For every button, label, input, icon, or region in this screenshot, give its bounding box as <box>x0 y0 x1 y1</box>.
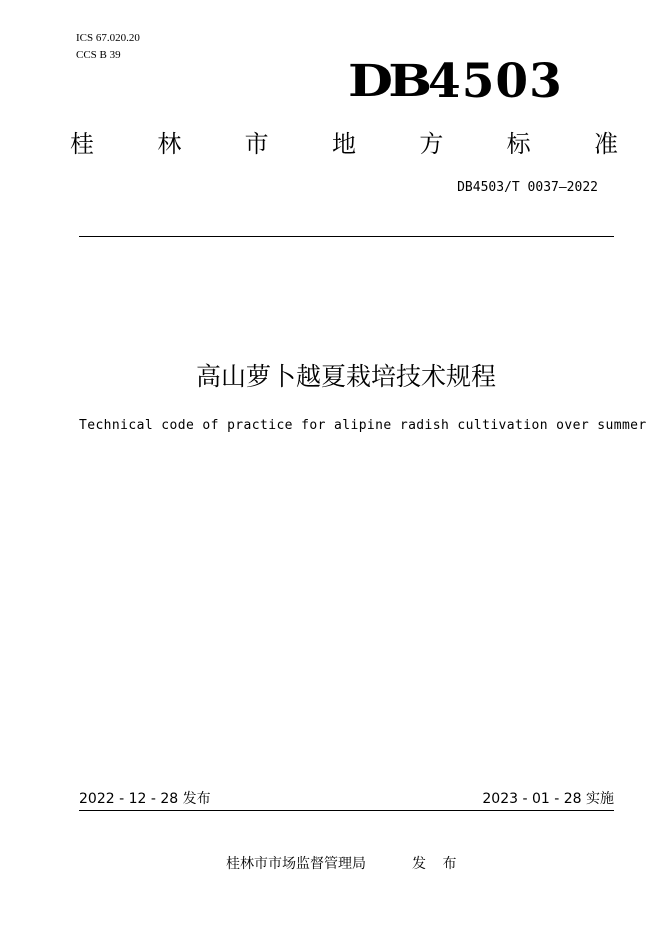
standard-type-char: 市 <box>244 130 269 158</box>
ccs-code: CCS B 39 <box>76 49 121 61</box>
standard-code: DB4503/T 0037—2022 <box>457 180 598 195</box>
issuing-authority: 桂林市市场监督管理局 <box>226 856 366 872</box>
db-logo-number: 4503 <box>428 54 563 109</box>
standard-type-char: 方 <box>419 130 444 158</box>
ics-code: ICS 67.020.20 <box>76 32 140 44</box>
bottom-divider <box>79 810 614 811</box>
issue-label: 发 布 <box>412 856 463 872</box>
implementation-date: 2023 - 01 - 28 实施 <box>482 791 614 807</box>
document-title-english: Technical code of practice for alipine radish cultivation over summer <box>79 418 647 433</box>
standard-type-char: 标 <box>506 130 531 158</box>
standard-type-char: 桂 <box>70 130 94 158</box>
standard-type-char: 地 <box>331 130 356 158</box>
publication-date: 2022 - 12 - 28 发布 <box>79 791 211 807</box>
standard-type-heading <box>70 126 618 162</box>
standard-type-char: 林 <box>157 130 182 158</box>
db-logo-prefix: DB <box>348 56 428 107</box>
standard-type-char: 准 <box>593 130 618 158</box>
top-divider <box>79 236 614 237</box>
document-title-chinese: 高山萝卜越夏栽培技术规程 <box>195 362 496 391</box>
